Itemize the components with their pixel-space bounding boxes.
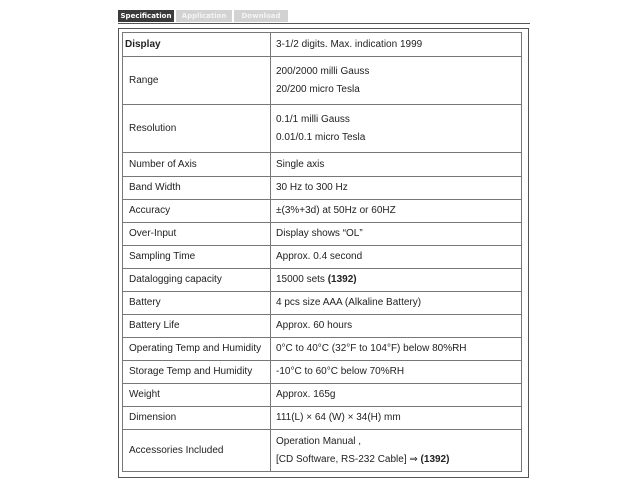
table-row	[123, 269, 522, 292]
spec-label-optemp: Operating Temp and Humidity	[123, 338, 271, 361]
table-row	[123, 292, 522, 315]
table-row	[123, 407, 522, 430]
spec-label-battery: Battery	[123, 292, 271, 315]
spec-value-axis: Single axis	[271, 153, 522, 177]
spec-label-weight: Weight	[123, 384, 271, 407]
specification-table	[122, 32, 522, 472]
spec-value-battery: 4 pcs size AAA (Alkaline Battery)	[271, 292, 522, 315]
spec-value-batterylife: Approx. 60 hours	[271, 315, 522, 338]
spec-value-datalog	[271, 269, 522, 292]
datalog-model-ref: (1392)	[327, 274, 357, 285]
spec-label-resolution: Resolution	[123, 105, 271, 153]
spec-label-accuracy: Accuracy	[123, 200, 271, 223]
spec-value-accuracy: ±(3%+3d) at 50Hz or 60HZ	[271, 200, 522, 223]
table-row	[123, 177, 522, 200]
table-row	[123, 153, 522, 177]
spec-label-bandwidth: Band Width	[123, 177, 271, 200]
spec-label-display: Display	[123, 33, 271, 57]
spec-value-sttemp: -10°C to 60°C below 70%RH	[271, 361, 522, 384]
spec-label-batterylife: Battery Life	[123, 315, 271, 338]
tab-specification[interactable]: Specification	[118, 10, 174, 22]
datalog-value-text: 15000 sets	[276, 274, 328, 285]
spec-label-accessories: Accessories Included	[123, 430, 271, 472]
spec-value-resolution	[271, 105, 522, 153]
accessories-line-2-text: [CD Software, RS-232 Cable] ⇒	[276, 453, 421, 465]
table-row	[123, 223, 522, 246]
table-row	[123, 430, 522, 472]
table-row	[123, 384, 522, 407]
spec-label-overinput: Over-Input	[123, 223, 271, 246]
spec-value-optemp: 0°C to 40°C (32°F to 104°F) below 80%RH	[271, 338, 522, 361]
spec-label-range: Range	[123, 57, 271, 105]
spec-label-sampling: Sampling Time	[123, 246, 271, 269]
table-row	[123, 200, 522, 223]
table-row	[123, 33, 522, 57]
spec-value-range	[271, 57, 522, 105]
range-line-1: 200/2000 milli Gauss	[276, 65, 370, 77]
spec-label-dimension: Dimension	[123, 407, 271, 430]
tab-application[interactable]: Application	[176, 10, 232, 22]
accessories-line-2	[276, 451, 515, 469]
resolution-line-2: 0.01/0.1 micro Tesla	[276, 131, 366, 143]
table-row	[123, 246, 522, 269]
table-row	[123, 338, 522, 361]
spec-value-overinput: Display shows “OL”	[271, 223, 522, 246]
table-row	[123, 361, 522, 384]
accessories-line-1: Operation Manual ,	[276, 435, 362, 447]
resolution-line-1: 0.1/1 milli Gauss	[276, 113, 350, 125]
table-row	[123, 57, 522, 105]
tab-bar	[118, 10, 530, 24]
spec-value-display: 3-1/2 digits. Max. indication 1999	[271, 33, 522, 57]
spec-label-datalog: Datalogging capacity	[123, 269, 271, 292]
spec-value-accessories	[271, 430, 522, 472]
spec-value-bandwidth: 30 Hz to 300 Hz	[271, 177, 522, 200]
spec-label-axis: Number of Axis	[123, 153, 271, 177]
accessories-model-ref: (1392)	[420, 453, 450, 465]
spec-value-sampling: Approx. 0.4 second	[271, 246, 522, 269]
table-row	[123, 105, 522, 153]
range-line-2: 20/200 micro Tesla	[276, 83, 360, 95]
spec-label-sttemp: Storage Temp and Humidity	[123, 361, 271, 384]
spec-value-dimension: 111(L) × 64 (W) × 34(H) mm	[271, 407, 522, 430]
table-row	[123, 315, 522, 338]
tab-download[interactable]: Download	[234, 10, 288, 22]
spec-value-weight: Approx. 165g	[271, 384, 522, 407]
